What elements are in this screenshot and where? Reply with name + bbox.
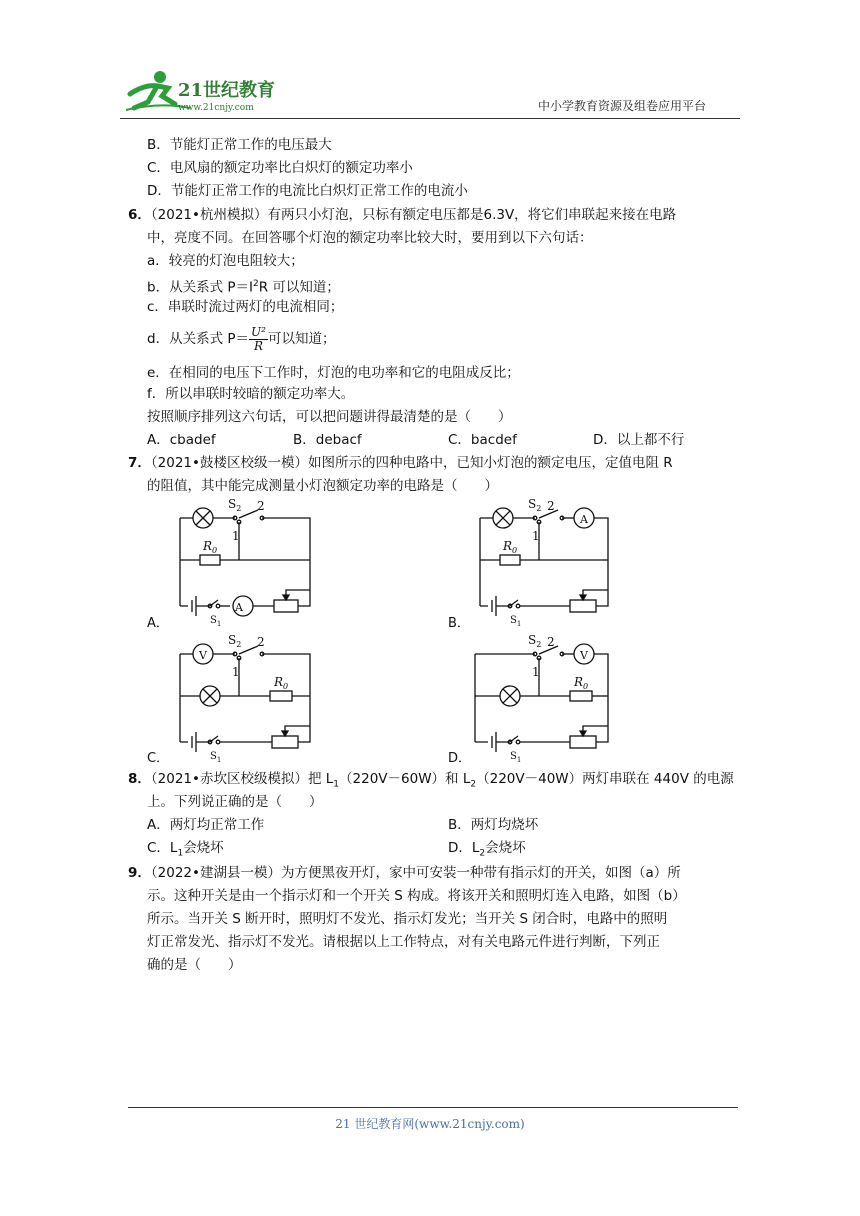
- fraction-denominator: R: [253, 338, 263, 353]
- circuit-c-diagram: [170, 633, 320, 764]
- switch-pos-2: 2: [257, 499, 265, 513]
- q6-line2: 中，亮度不同。在回答哪个灯泡的额定功率比较大时，要用到以下六句话：: [147, 230, 593, 246]
- q6-statement-b: [147, 275, 340, 297]
- q8-line2: 上。下列说正确的是（ ）: [147, 794, 323, 810]
- resistor-r0-label: R: [503, 539, 513, 553]
- q6-option-a[interactable]: A．cbadef: [147, 432, 216, 448]
- resistor-r0-label: R: [274, 675, 284, 689]
- logo-title: 21世纪教育: [178, 80, 276, 101]
- circuit-b-diagram: [470, 497, 620, 628]
- q9-number: 9．: [128, 865, 151, 881]
- svg-text:S1: [510, 615, 521, 628]
- q6-question: 按照顺序排列这六句话，可以把问题讲得最清楚的是（ ）: [147, 409, 512, 425]
- q8-text-post: （220V－40W）两灯串联在 440V 的电源: [476, 771, 734, 787]
- platform-name: 中小学教育资源及组卷应用平台: [538, 99, 707, 113]
- q5-option-d: D．节能灯正常工作的电流比白炽灯正常工作的电流小: [147, 183, 468, 199]
- svg-text:S2: [228, 497, 241, 513]
- switch-s2-sub: 2: [236, 640, 242, 649]
- header-divider: [120, 118, 740, 119]
- switch-s1-sub: 1: [516, 756, 522, 764]
- circuit-b-label[interactable]: B．: [448, 616, 470, 631]
- q8-c-pre: C．L: [147, 840, 178, 856]
- q6-statement-c: c．串联时流过两灯的电流相同；: [147, 299, 344, 315]
- q8-c-sub: 1: [177, 848, 184, 859]
- q8-text-mid: （220V－60W）和 L: [339, 771, 471, 787]
- q8-d-pre: D．L: [448, 840, 480, 856]
- svg-text:R0: [573, 675, 588, 691]
- resistor-r0-label: R: [203, 539, 213, 553]
- switch-pos-2: 2: [257, 635, 265, 649]
- q6-option-b[interactable]: B．debacf: [293, 432, 362, 448]
- q5-option-c: C．电风扇的额定功率比白炽灯的额定功率小: [147, 160, 413, 176]
- q8-line1: [128, 770, 734, 794]
- svg-text:S2: [228, 633, 241, 649]
- switch-pos-2: 2: [547, 499, 555, 513]
- q6-statement-e: e．在相同的电压下工作时，灯泡的电功率和它的电阻成反比；: [147, 365, 520, 381]
- q8-c-post: 会烧坏: [183, 840, 224, 856]
- svg-text:S1: [510, 751, 521, 764]
- svg-text:R0: [273, 675, 288, 691]
- q6-statement-f: f．所以串联时较暗的额定功率大。: [147, 386, 355, 402]
- svg-text:S2: [528, 633, 541, 649]
- q6-statement-a: a．较亮的灯泡电阻较大；: [147, 253, 304, 269]
- switch-s1-label: S: [510, 615, 517, 626]
- footer-link[interactable]: 21 世纪教育网(www.21cnjy.com): [335, 1117, 525, 1131]
- switch-s1-sub: 1: [516, 620, 522, 628]
- switch-s2-label: S: [228, 497, 237, 511]
- switch-s1-sub: 1: [216, 756, 222, 764]
- site-logo: [120, 66, 292, 118]
- q9-line1: [128, 864, 681, 882]
- fraction-numerator: U²: [251, 324, 266, 339]
- resistor-r0-sub: 0: [583, 682, 589, 691]
- voltmeter-label: V: [580, 649, 588, 662]
- ammeter-label: A: [580, 513, 588, 526]
- q6-b-post: R 可以知道；: [258, 279, 340, 296]
- circuit-c-label[interactable]: C．: [147, 751, 170, 766]
- switch-s1-label: S: [210, 751, 217, 762]
- q7-line1: [128, 454, 673, 472]
- q6-option-d[interactable]: D．以上都不行: [593, 432, 685, 448]
- svg-text:S1: [210, 751, 221, 764]
- resistor-r0-label: R: [574, 675, 584, 689]
- resistor-r0-sub: 0: [512, 546, 518, 555]
- q6-b-pre: b．从关系式 P＝I: [147, 279, 253, 296]
- q8-option-a[interactable]: A．两灯均正常工作: [147, 817, 265, 833]
- q8-text-pre: （2021•赤坎区校级模拟）把 L: [150, 771, 334, 787]
- footer-divider: [128, 1107, 738, 1108]
- svg-text:R0: [502, 539, 517, 555]
- q7-text-1: （2021•鼓楼区校级一模）如图所示的四种电路中，已知小灯泡的额定电压，定值电阻 R: [150, 455, 673, 471]
- switch-s1-sub: 1: [216, 620, 222, 628]
- circuit-d-diagram: [470, 633, 620, 764]
- switch-pos-2: 2: [547, 635, 555, 649]
- formula-fraction: [249, 326, 268, 353]
- q8-l1-sub: 1: [333, 779, 340, 790]
- voltmeter-label: V: [199, 649, 207, 662]
- q8-d-sub: 2: [479, 848, 486, 859]
- resistor-r0-sub: 0: [283, 682, 289, 691]
- q8-option-c[interactable]: [147, 839, 224, 863]
- circuit-a-diagram: [170, 497, 320, 628]
- circuit-d-label[interactable]: D．: [448, 751, 472, 766]
- q8-d-post: 会烧坏: [485, 840, 526, 856]
- switch-pos-1: 1: [532, 665, 540, 679]
- q6-d-pre: d．从关系式 P＝: [147, 331, 250, 347]
- switch-pos-1: 1: [232, 529, 240, 543]
- switch-s2-sub: 2: [536, 640, 542, 649]
- q9-text-1: （2022•建湖县一模）为方便黑夜开灯，家中可安装一种带有指示灯的开关，如图（a）所: [150, 865, 681, 881]
- q9-line4: 灯正常发光、指示灯不发光。请根据以上工作特点，对有关电路元件进行判断，下列正: [147, 934, 660, 950]
- q8-number: 8．: [128, 771, 151, 787]
- q5-option-b: B．节能灯正常工作的电压最大: [147, 137, 332, 153]
- q7-line2: 的阻值，其中能完成测量小灯泡额定功率的电路是（ ）: [147, 478, 498, 494]
- q8-l2-sub: 2: [470, 779, 477, 790]
- svg-text:R0: [202, 539, 217, 555]
- q8-option-d[interactable]: [448, 839, 526, 863]
- switch-pos-1: 1: [232, 665, 240, 679]
- logo-url: www.21cnjy.com: [178, 103, 254, 113]
- q6-line1: [128, 206, 676, 224]
- switch-s1-label: S: [510, 751, 517, 762]
- switch-s2-label: S: [528, 633, 537, 647]
- q7-number: 7．: [128, 455, 151, 471]
- switch-s1-label: S: [210, 615, 217, 626]
- q6-number: 6．: [128, 207, 151, 223]
- q9-line5: 确的是（ ）: [147, 957, 242, 973]
- q6-b-sup: 2: [252, 279, 259, 289]
- q6-d-post: 可以知道；: [267, 331, 336, 347]
- svg-text:S1: [210, 615, 221, 628]
- q8-option-b[interactable]: B．两灯均烧坏: [448, 817, 539, 833]
- switch-pos-1: 1: [532, 529, 540, 543]
- ammeter-label: A: [235, 601, 243, 614]
- runner-logo-icon: [120, 66, 292, 118]
- circuit-a-label[interactable]: A．: [147, 616, 169, 631]
- switch-s2-sub: 2: [536, 504, 542, 513]
- q6-text-1: （2021•杭州模拟）有两只小灯泡，只标有额定电压都是6.3V，将它们串联起来接在电路: [150, 207, 677, 223]
- switch-s2-sub: 2: [236, 504, 242, 513]
- switch-s2-label: S: [228, 633, 237, 647]
- svg-text:S2: [528, 497, 541, 513]
- switch-s2-label: S: [528, 497, 537, 511]
- q9-line3: 所示。当开关 S 断开时，照明灯不发光、指示灯发光；当开关 S 闭合时，电路中的照明: [147, 911, 668, 927]
- q6-option-c[interactable]: C．bacdef: [448, 432, 517, 448]
- resistor-r0-sub: 0: [212, 546, 218, 555]
- q9-line2: 示。这种开关是由一个指示灯和一个开关 S 构成。将该开关和照明灯连入电路，如图（b）: [147, 888, 686, 904]
- q6-statement-d: [147, 324, 335, 354]
